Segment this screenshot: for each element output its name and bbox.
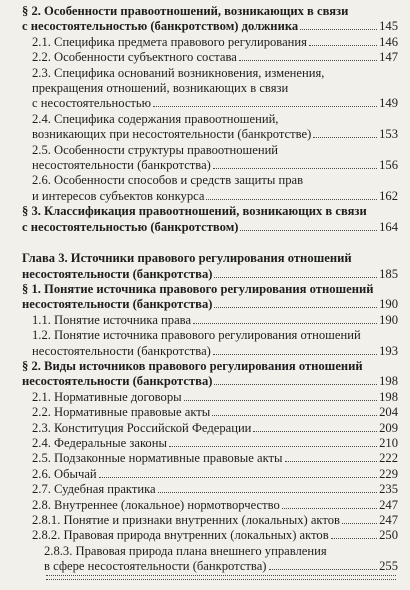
toc-entry: [22, 328, 398, 359]
toc-entry: [22, 579, 398, 583]
entry-text-line: возникающих при несостоятельности (банкротстве): [32, 127, 312, 142]
entry-text-line: и интересов субъектов конкурса: [32, 188, 205, 203]
entry-text-line: 2.8.2. Правовая природа внутренних (локальных) актов: [32, 528, 329, 543]
toc-entry: [22, 513, 398, 528]
page-number: 198: [379, 389, 398, 404]
entry-text-line: несостоятельности (банкротства): [22, 297, 213, 312]
page-number: 190: [379, 297, 398, 312]
page-number: 193: [379, 343, 398, 358]
entry-text-line: § 2. Особенности правоотношений, возникающих в связи: [22, 4, 349, 18]
entry-text-line: 2.8.3. Правовая природа плана внешнего управления: [44, 543, 327, 558]
entry-text-line: 1.2. Понятие источника правового регулирования отношений: [32, 328, 361, 343]
leader-dots: [282, 508, 377, 509]
leader-dots: [214, 384, 377, 385]
page-number: 229: [379, 466, 398, 481]
entry-text-line: 2.6. Обычай: [32, 466, 97, 481]
page-number: 209: [379, 420, 398, 435]
toc-entry: [22, 204, 398, 235]
entry-text-line: 2.2. Нормативные правовые акты: [32, 405, 211, 420]
leader-dots: [46, 579, 396, 580]
page-number: 247: [379, 497, 398, 512]
toc-entry: [22, 66, 398, 112]
page-number: 247: [379, 513, 398, 527]
entry-text-line: несостоятельности (банкротства): [22, 266, 213, 281]
leader-dots: [46, 575, 396, 576]
toc-entry: [22, 405, 398, 420]
entry-text-line: § 2. Виды источников правового регулирования отношений: [22, 358, 363, 373]
entry-text-line: § 1. Понятие источника правового регулирования отношений: [22, 281, 374, 296]
entry-text-line: 2.7. Судебная практика: [32, 482, 156, 497]
leader-dots: [153, 106, 377, 107]
entry-text-line: 2.4. Специфика содержания правоотношений,: [32, 111, 279, 126]
page-number: 190: [379, 312, 398, 327]
entry-text-line: 2.4. Федеральные законы: [32, 435, 167, 450]
leader-dots: [214, 277, 377, 278]
toc-entry: [22, 4, 398, 35]
entry-text-line: Глава 3. Источники правового регулирования отношений: [22, 251, 352, 266]
toc-entry: [22, 50, 398, 65]
toc-entry: [22, 390, 398, 405]
entry-text-line: 2.2. Особенности субъектного состава: [32, 50, 237, 65]
entry-text-line: 2.3. Конституция Российской Федерации: [32, 420, 252, 435]
entry-text-line: 2.6. Особенности способов и средств защиты прав: [32, 173, 304, 188]
leader-dots: [206, 199, 377, 200]
toc-chapter-entry: [22, 251, 398, 282]
leader-dots: [342, 523, 377, 524]
entry-text-line: прекращения отношений, возникающих в связи: [32, 81, 289, 96]
entry-text-line: в сфере несостоятельности (банкротства): [44, 559, 267, 574]
page-number: 235: [379, 482, 398, 497]
leader-dots: [240, 230, 377, 231]
entry-text-line: 2.5. Подзаконные нормативные правовые акты: [32, 451, 283, 466]
entry-text-line: 1.1. Понятие источника права: [32, 312, 192, 327]
entry-text-line: несостоятельности (банкротства): [32, 343, 211, 358]
toc-entry: [22, 173, 398, 204]
page-number: 164: [379, 219, 398, 234]
page-number: 146: [379, 34, 398, 49]
leader-dots: [214, 307, 377, 308]
entry-text-line: с несостоятельностью: [32, 96, 152, 111]
toc-entry: [22, 35, 398, 50]
entry-text-line: 2.1. Специфика предмета правового регулирования: [32, 34, 307, 49]
toc-entry: [22, 482, 398, 497]
page-number: 255: [379, 559, 398, 574]
entry-text-line: 2.8.1. Понятие и признаки внутренних (локальных) актов: [32, 513, 340, 527]
toc-entry: [22, 436, 398, 451]
leader-dots: [213, 168, 377, 169]
page-number: 210: [379, 435, 398, 450]
page-number: 204: [379, 405, 398, 420]
entry-text-line: 2.8. Внутреннее (локальное) нормотворчество: [32, 497, 280, 512]
entry-text-line: 2.5. Особенности структуры правоотношений: [32, 142, 279, 157]
leader-dots: [158, 492, 377, 493]
page-number: 145: [379, 19, 398, 34]
page-number: 162: [379, 188, 398, 203]
page-number: 222: [379, 451, 398, 466]
entry-text-line: 2.1. Нормативные договоры: [32, 389, 182, 404]
toc-entry: [22, 544, 398, 575]
table-of-contents: [22, 4, 398, 583]
toc-entry: [22, 498, 398, 513]
leader-dots: [300, 29, 377, 30]
page-number: 153: [379, 127, 398, 142]
page-number: 156: [379, 158, 398, 173]
toc-entry: [22, 421, 398, 436]
page-number: 185: [379, 266, 398, 281]
leader-dots: [269, 569, 378, 570]
leader-dots: [239, 60, 377, 61]
page-number: 250: [379, 528, 398, 543]
leader-dots: [285, 461, 378, 462]
toc-entry: [22, 313, 398, 328]
toc-entry: [22, 359, 398, 390]
entry-text-line: несостоятельности (банкротства): [32, 158, 211, 173]
entry-text-line: 2.3. Специфика оснований возникновения, изменения,: [32, 65, 325, 80]
leader-dots: [331, 538, 377, 539]
leader-dots: [193, 323, 377, 324]
entry-text-line: несостоятельности (банкротства): [22, 374, 213, 389]
leader-dots: [313, 137, 377, 138]
toc-entry: [22, 528, 398, 543]
page-number: 198: [379, 374, 398, 389]
leader-dots: [212, 415, 377, 416]
toc-entry: [22, 143, 398, 174]
entry-text-line: § 3. Классификация правоотношений, возникающих в связи: [22, 204, 367, 219]
leader-dots: [184, 400, 378, 401]
leader-dots: [99, 477, 377, 478]
toc-entry: [22, 282, 398, 313]
toc-entry: [22, 112, 398, 143]
leader-dots: [213, 354, 377, 355]
entry-text-line: с несостоятельностью (банкротством) должника: [22, 19, 299, 34]
toc-entry: [22, 451, 398, 466]
leader-dots: [253, 431, 377, 432]
toc-entry: [22, 467, 398, 482]
page-number: 149: [379, 96, 398, 111]
entry-text-line: с несостоятельностью (банкротством): [22, 219, 239, 234]
leader-dots: [309, 45, 377, 46]
leader-dots: [169, 446, 377, 447]
page-number: 147: [379, 50, 398, 65]
